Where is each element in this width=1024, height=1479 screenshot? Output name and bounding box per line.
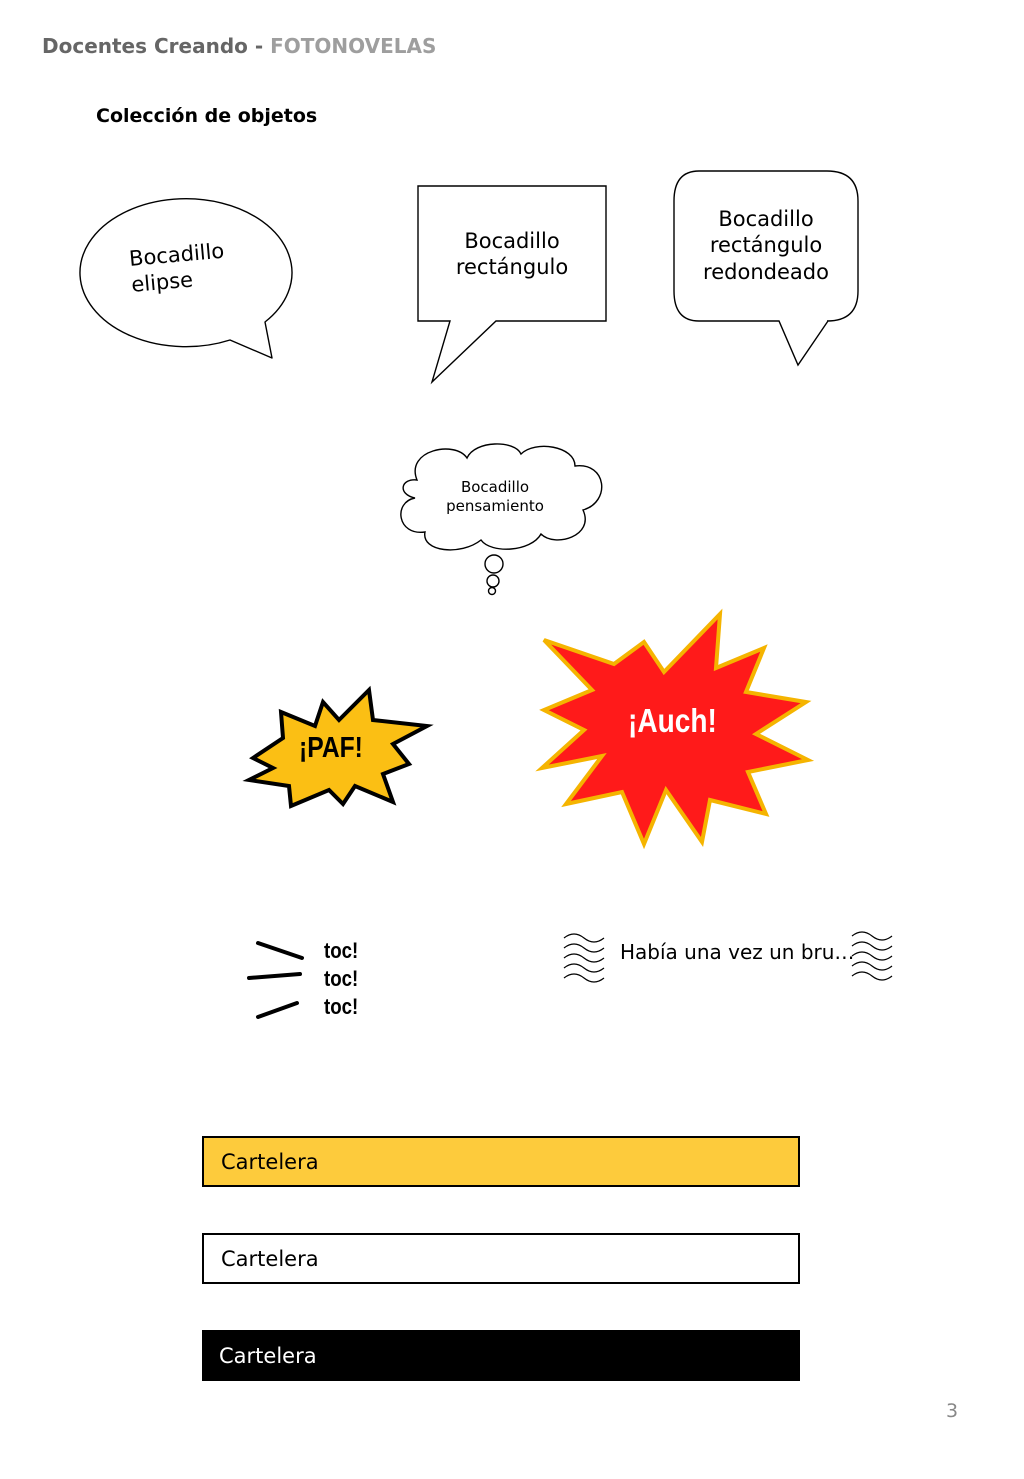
header-title: Docentes Creando xyxy=(42,34,248,58)
rounded-bubble-line-1: Bocadillo xyxy=(718,207,814,231)
narration-text: Había una vez un bru… xyxy=(620,940,855,964)
ellipse-bubble-text xyxy=(128,238,228,299)
toc-text-2: toc! xyxy=(324,966,359,991)
auch-text: ¡Auch! xyxy=(628,702,717,739)
thought-bubble-shape xyxy=(395,440,610,600)
rectangle-bubble-shape xyxy=(410,180,620,390)
cartelera-black xyxy=(202,1330,800,1381)
ellipse-bubble-line-1: Bocadillo xyxy=(128,238,226,271)
ellipse-bubble-line-2: elipse xyxy=(130,267,195,298)
rounded-bubble-line-2: rectángulo xyxy=(709,233,823,258)
impact-lines-icon xyxy=(240,936,310,1026)
cartelera-white xyxy=(202,1233,800,1284)
thought-bubble-line-1: Bocadillo xyxy=(460,478,530,496)
header-separator: - xyxy=(247,34,271,58)
wavy-lines-right-icon xyxy=(848,928,898,980)
thought-bubble-text xyxy=(420,478,570,516)
toc-text-1: toc! xyxy=(324,938,359,963)
header-subtitle: FOTONOVELAS xyxy=(270,34,437,58)
document-header xyxy=(42,34,436,58)
cartelera-black-label: Cartelera xyxy=(219,1343,317,1368)
cartelera-yellow xyxy=(202,1136,800,1187)
rectangle-bubble-line-1: Bocadillo xyxy=(464,229,560,253)
page-number: 3 xyxy=(946,1400,959,1422)
cartelera-white-label: Cartelera xyxy=(221,1246,319,1271)
wavy-lines-left-icon xyxy=(560,930,610,982)
toc-text-3: toc! xyxy=(324,994,359,1019)
rectangle-bubble-text xyxy=(418,228,606,281)
rounded-bubble-text xyxy=(674,206,858,285)
rounded-bubble-line-3: redondeado xyxy=(703,259,829,284)
cartelera-yellow-label: Cartelera xyxy=(221,1149,319,1174)
rectangle-bubble-line-2: rectángulo xyxy=(455,255,569,280)
section-title: Colección de objetos xyxy=(96,105,318,127)
paf-text: ¡PAF! xyxy=(299,732,363,764)
thought-bubble-line-2: pensamiento xyxy=(446,496,544,515)
